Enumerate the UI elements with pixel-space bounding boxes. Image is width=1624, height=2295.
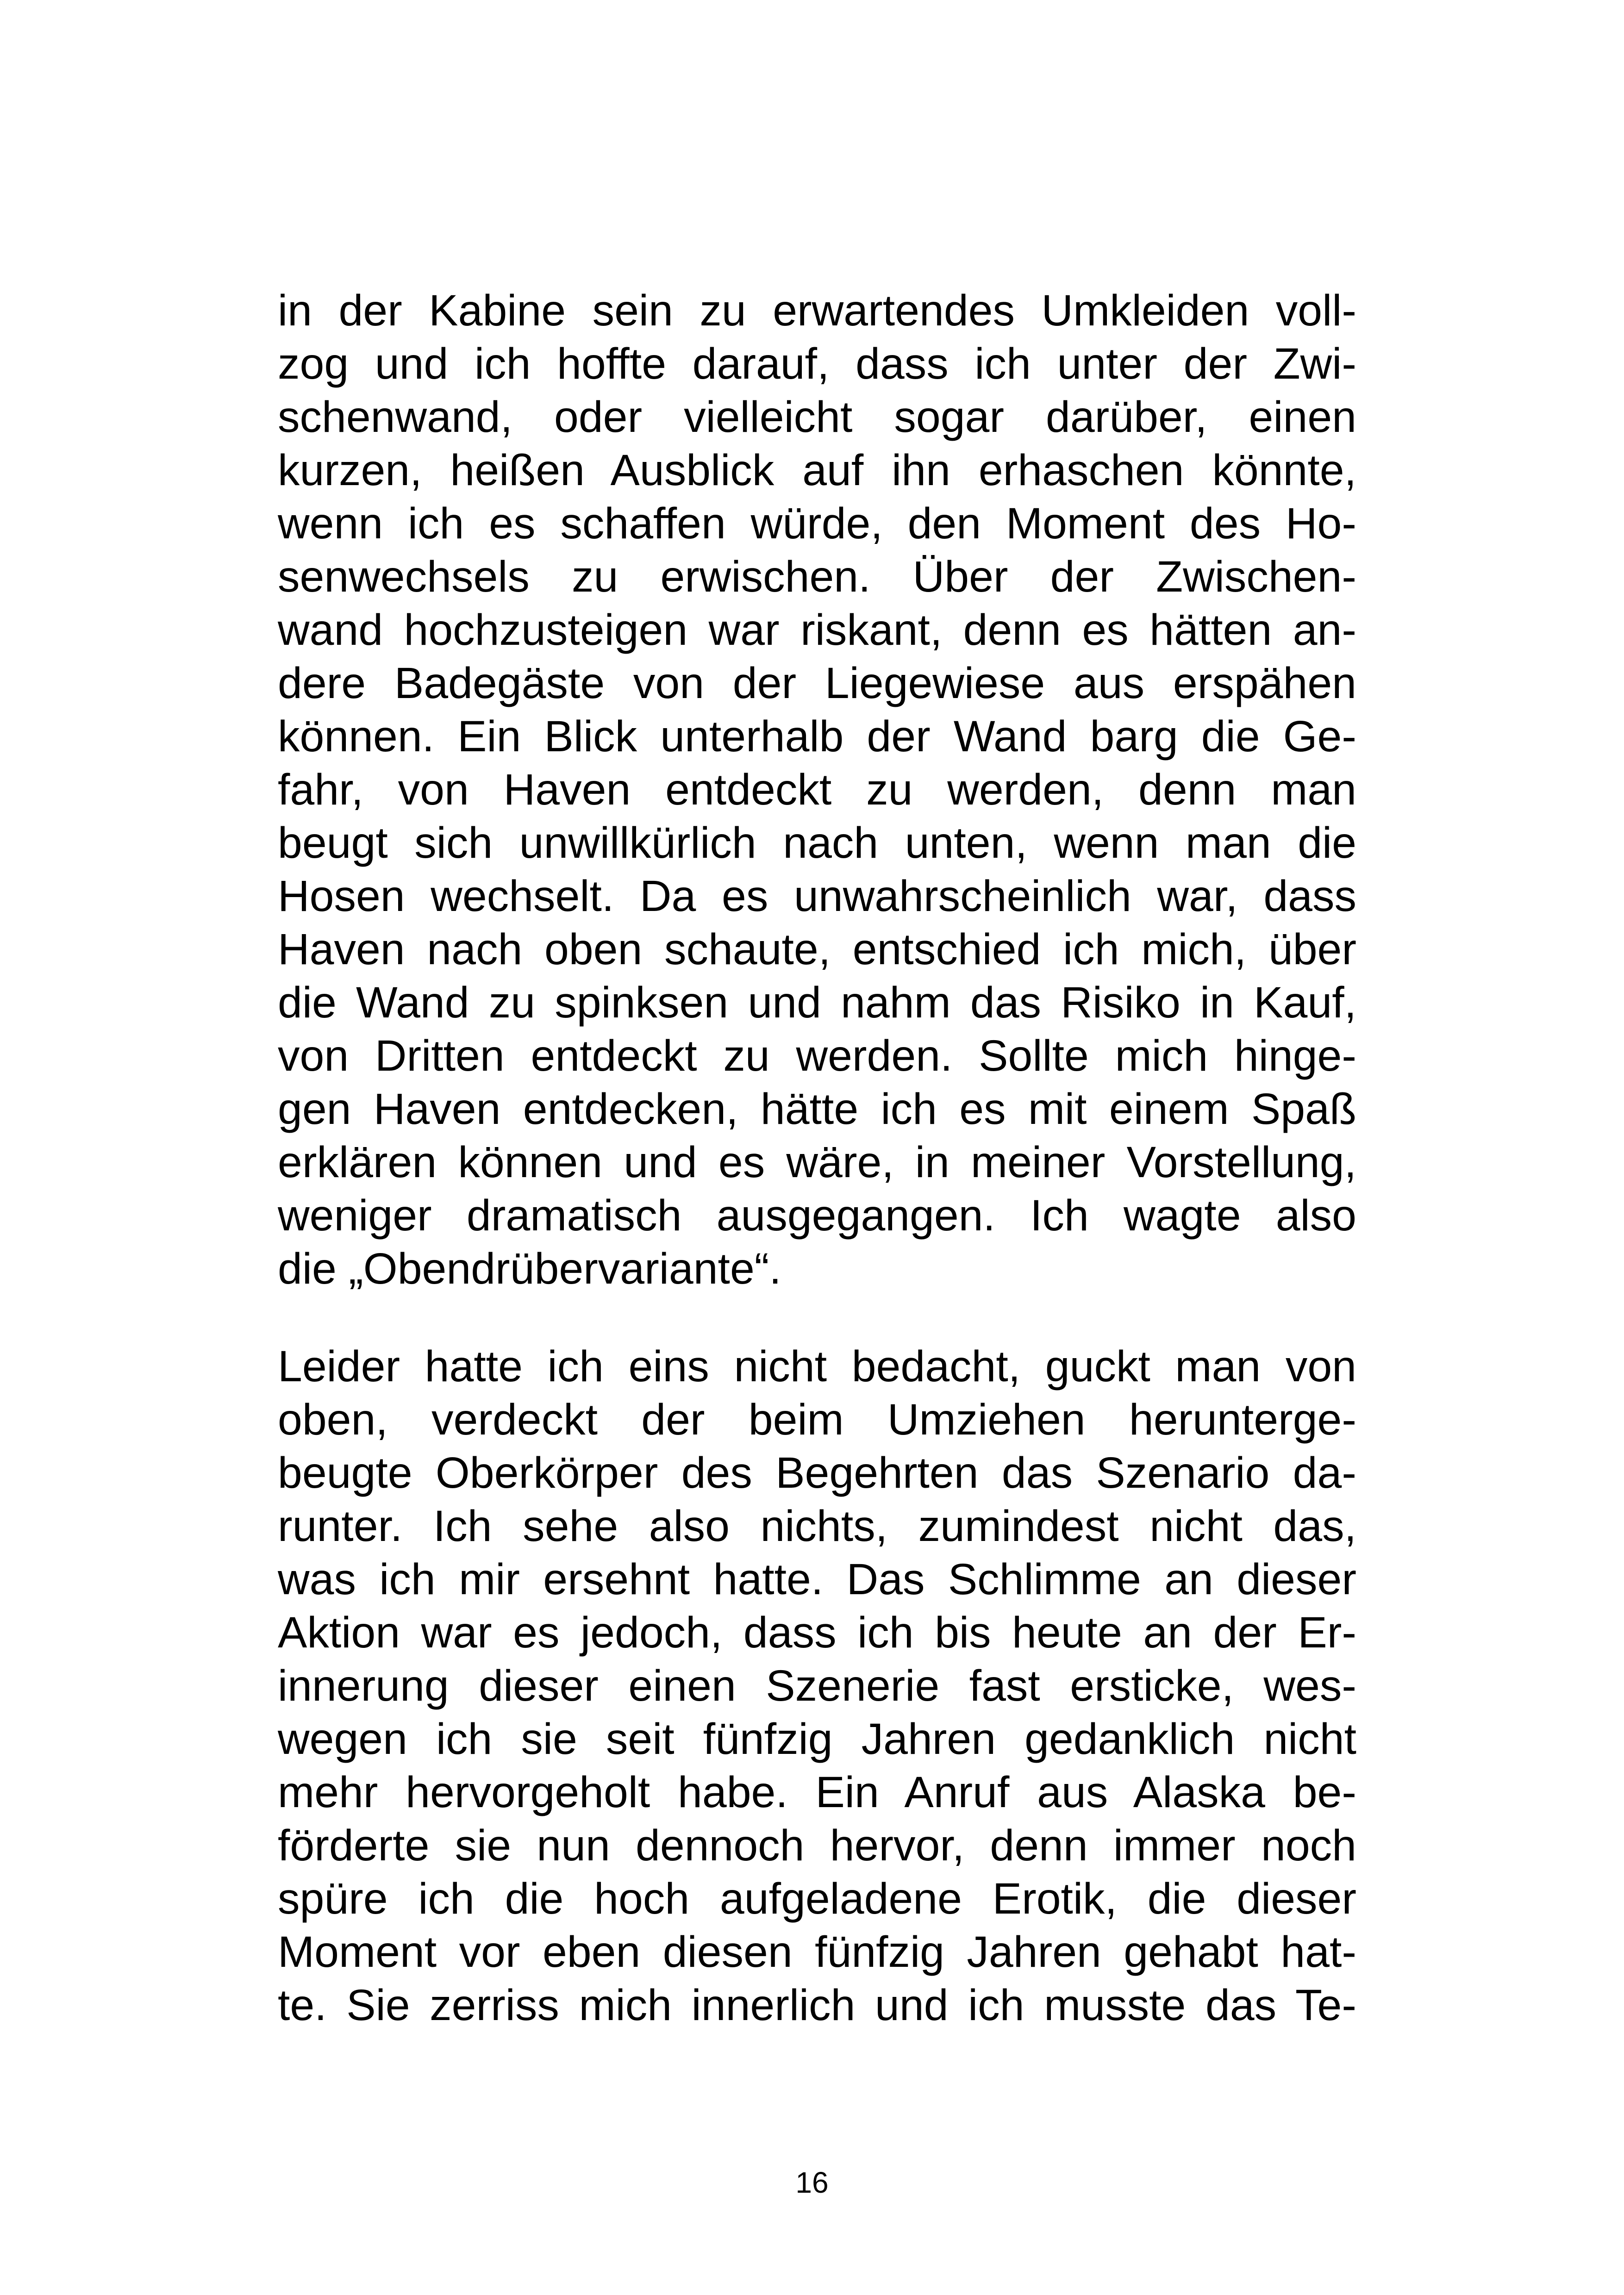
- text-line: erklären können und es wäre, in meiner Vorstellung,: [278, 1138, 1356, 1187]
- text-line: beugt sich unwillkürlich nach unten, wenn man die: [278, 818, 1356, 867]
- text-line: was ich mir ersehnt hatte. Das Schlimme an dieser: [278, 1555, 1356, 1604]
- text-line: runter. Ich sehe also nichts, zumindest nicht das,: [278, 1502, 1356, 1551]
- text-line: schenwand, oder vielleicht sogar darüber, einen: [278, 393, 1356, 442]
- text-line: Aktion war es jedoch, dass ich bis heute an der Er-: [278, 1608, 1356, 1657]
- text-line: förderte sie nun dennoch hervor, denn immer noch: [278, 1821, 1356, 1870]
- text-line: mehr hervorgeholt habe. Ein Anruf aus Alaska be-: [278, 1768, 1356, 1817]
- text-line: innerung dieser einen Szenerie fast ersticke, wes-: [278, 1661, 1356, 1710]
- text-line: die Wand zu spinksen und nahm das Risiko in Kauf,: [278, 978, 1356, 1027]
- text-line: in der Kabine sein zu erwartendes Umkleiden voll-: [278, 286, 1356, 335]
- text-line: von Dritten entdeckt zu werden. Sollte mich hinge-: [278, 1031, 1356, 1080]
- text-line: die „Obendrübervariante“.: [278, 1244, 781, 1293]
- text-line: Haven nach oben schaute, entschied ich mich, über: [278, 925, 1356, 974]
- page-number: 16: [795, 2166, 829, 2199]
- text-line: Leider hatte ich eins nicht bedacht, guckt man von: [278, 1342, 1356, 1391]
- text-line: zog und ich hoffte darauf, dass ich unter der Zwi-: [278, 339, 1356, 388]
- text-line: spüre ich die hoch aufgeladene Erotik, die dieser: [278, 1874, 1356, 1923]
- text-line: oben, verdeckt der beim Umziehen herunterge-: [278, 1395, 1356, 1444]
- text-line: te. Sie zerriss mich innerlich und ich musste das Te-: [278, 1981, 1356, 2030]
- paragraph-1: [278, 284, 1356, 1296]
- text-line: beugte Oberkörper des Begehrten das Szenario da-: [278, 1448, 1356, 1497]
- text-line: weniger dramatisch ausgegangen. Ich wagte also: [278, 1191, 1356, 1240]
- text-line: wegen ich sie seit fünfzig Jahren gedanklich nicht: [278, 1715, 1356, 1764]
- text-line: können. Ein Blick unterhalb der Wand barg die Ge-: [278, 712, 1356, 761]
- text-line: kurzen, heißen Ausblick auf ihn erhaschen könnte,: [278, 446, 1356, 495]
- paragraph-2: [278, 1340, 1356, 2032]
- text-line: Moment vor eben diesen fünfzig Jahren gehabt hat-: [278, 1927, 1356, 1977]
- text-line: Hosen wechselt. Da es unwahrscheinlich war, dass: [278, 872, 1356, 921]
- text-line: wand hochzusteigen war riskant, denn es hätten an-: [278, 605, 1356, 655]
- text-line: gen Haven entdecken, hätte ich es mit einem Spaß: [278, 1085, 1356, 1134]
- text-line: fahr, von Haven entdeckt zu werden, denn man: [278, 765, 1356, 814]
- text-line: wenn ich es schaffen würde, den Moment des Ho-: [278, 499, 1356, 548]
- text-line: dere Badegäste von der Liegewiese aus erspähen: [278, 659, 1356, 708]
- text-line: senwechsels zu erwischen. Über der Zwischen-: [278, 552, 1356, 601]
